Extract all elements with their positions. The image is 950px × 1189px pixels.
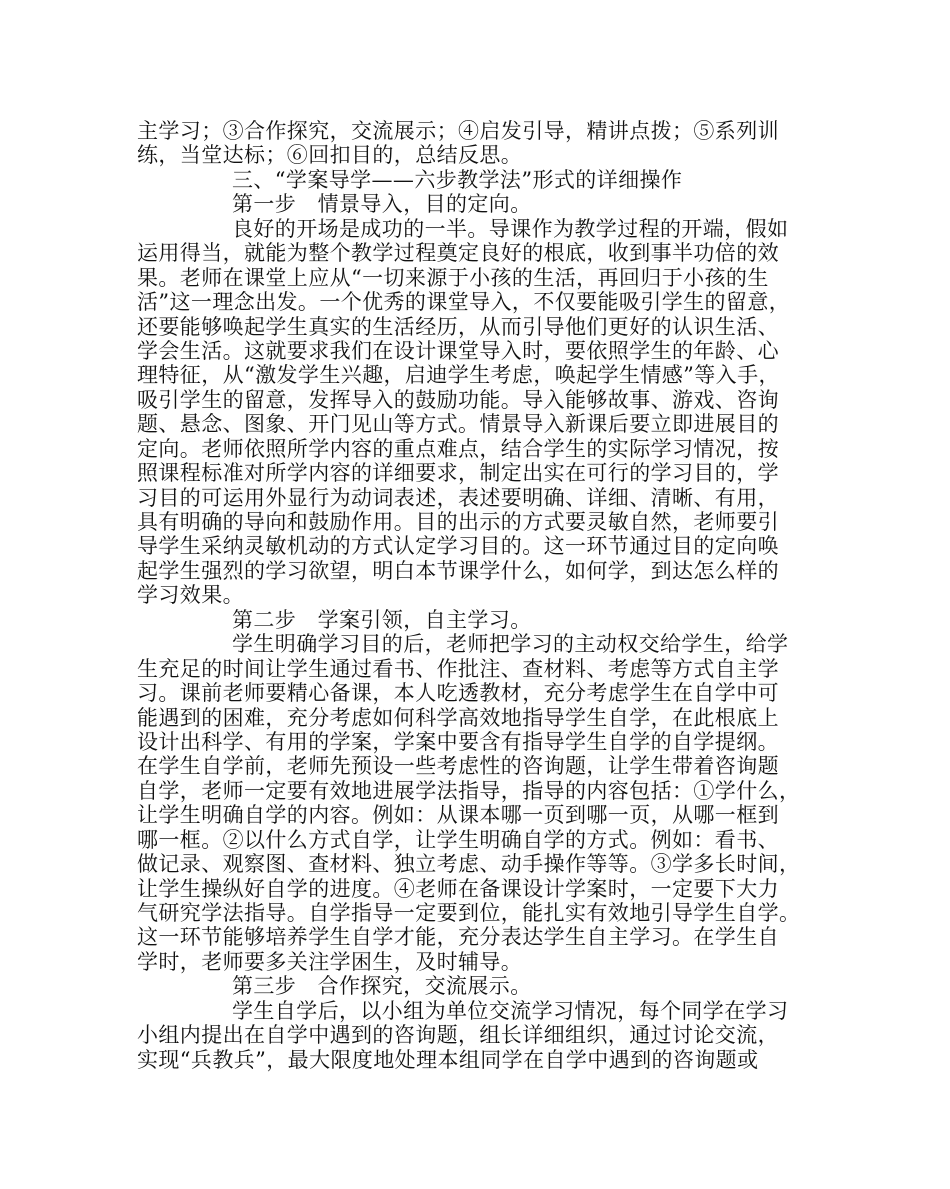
text-line: 练，当堂达标；⑥回扣目的，总结反思。 — [137, 143, 523, 168]
document-body — [137, 119, 813, 1072]
text-line: 小组内提出在自学中遇到的咨询题，组长详细组织，通过讨论交流， — [137, 1023, 779, 1048]
text-line: 照课程标准对所学内容的详细要求，制定出实在可行的学习目的，学 — [137, 461, 779, 486]
text-line: 学生自学后，以小组为单位交流学习情况，每个同学在学习 — [232, 998, 789, 1023]
text-line: 学习效果。 — [137, 583, 244, 608]
text-line: 吸引学生的留意，发挥导入的鼓励功能。导入能够故事、游戏、咨询 — [137, 387, 779, 412]
text-line: 这一环节能够培养学生自学才能，充分表达学生自主学习。在学生自 — [137, 925, 779, 950]
text-line: 第三步 合作探究，交流展示。 — [232, 974, 532, 999]
text-line: 运用得当，就能为整个教学过程奠定良好的根底，收到事半功倍的效 — [137, 241, 779, 266]
text-line: 让学生操纵好自学的进度。④老师在备课设计学案时，一定要下大力 — [137, 876, 779, 901]
text-line: 良好的开场是成功的一半。导课作为教学过程的开端，假如 — [232, 216, 789, 241]
text-line: 理特征，从“激发学生兴趣，启迪学生考虑，唤起学生情感”等入手， — [137, 363, 780, 388]
text-line: 定向。老师依照所学内容的重点难点，结合学生的实际学习情况，按 — [137, 436, 779, 461]
text-line: 生充足的时间让学生通过看书、作批注、查材料、考虑等方式自主学 — [137, 656, 779, 681]
text-line: 学会生活。这就要求我们在设计课堂导入时，要依照学生的年龄、心 — [137, 338, 779, 363]
text-line: 学时，老师要多关注学困生，及时辅导。 — [137, 949, 523, 974]
text-line: 设计出科学、有用的学案，学案中要含有指导学生自学的自学提纲。 — [137, 729, 779, 754]
text-line: 导学生采纳灵敏机动的方式认定学习目的。这一环节通过目的定向唤 — [137, 534, 779, 559]
text-line: 在学生自学前，老师先预设一些考虑性的咨询题，让学生带着咨询题 — [137, 754, 779, 779]
text-line: 实现“兵教兵”，最大限度地处理本组同学在自学中遇到的咨询题或 — [137, 1047, 759, 1072]
text-line: 果。老师在课堂上应从“一切来源于小孩的生活，再回归于小孩的生 — [137, 265, 769, 290]
text-line: 让学生明确自学的内容。例如：从课本哪一页到哪一页，从哪一框到 — [137, 803, 779, 828]
text-line: 哪一框。②以什么方式自学，让学生明确自学的方式。例如：看书、 — [137, 827, 779, 852]
text-line: 能遇到的困难，充分考虑如何科学高效地指导学生自学，在此根底上 — [137, 705, 779, 730]
text-line: 起学生强烈的学习欲望，明白本节课学什么，如何学，到达怎么样的 — [137, 558, 779, 583]
text-line: 学生明确学习目的后，老师把学习的主动权交给学生，给学 — [232, 632, 789, 657]
text-line: 自学，老师一定要有效地进展学法指导，指导的内容包括：①学什么， — [137, 778, 801, 803]
text-line: 气研究学法指导。自学指导一定要到位，能扎实有效地引导学生自学。 — [137, 901, 801, 925]
text-line: 具有明确的导向和鼓励作用。目的出示的方式要灵敏自然，老师要引 — [137, 510, 779, 534]
text-line: 做记录、观察图、查材料、独立考虑、动手操作等等。③学多长时间， — [137, 852, 801, 877]
text-line: 三、“学案导学——六步教学法”形式的详细操作 — [232, 167, 683, 192]
text-line: 习目的可运用外显行为动词表述，表述要明确、详细、清晰、有用， — [137, 485, 779, 510]
text-line: 还要能够唤起学生真实的生活经历，从而引导他们更好的认识生活、 — [137, 314, 779, 339]
text-line: 活”这一理念出发。一个优秀的课堂导入，不仅要能吸引学生的留意， — [137, 290, 791, 315]
text-line: 习。课前老师要精心备课，本人吃透教材，充分考虑学生在自学中可 — [137, 681, 779, 706]
text-line: 第二步 学案引领，自主学习。 — [232, 607, 532, 632]
text-line: 题、悬念、图象、开门见山等方式。情景导入新课后要立即进展目的 — [137, 412, 779, 437]
text-line: 第一步 情景导入，目的定向。 — [232, 192, 532, 217]
text-line: 主学习；③合作探究，交流展示；④启发引导，精讲点拨；⑤系列训 — [137, 119, 779, 143]
